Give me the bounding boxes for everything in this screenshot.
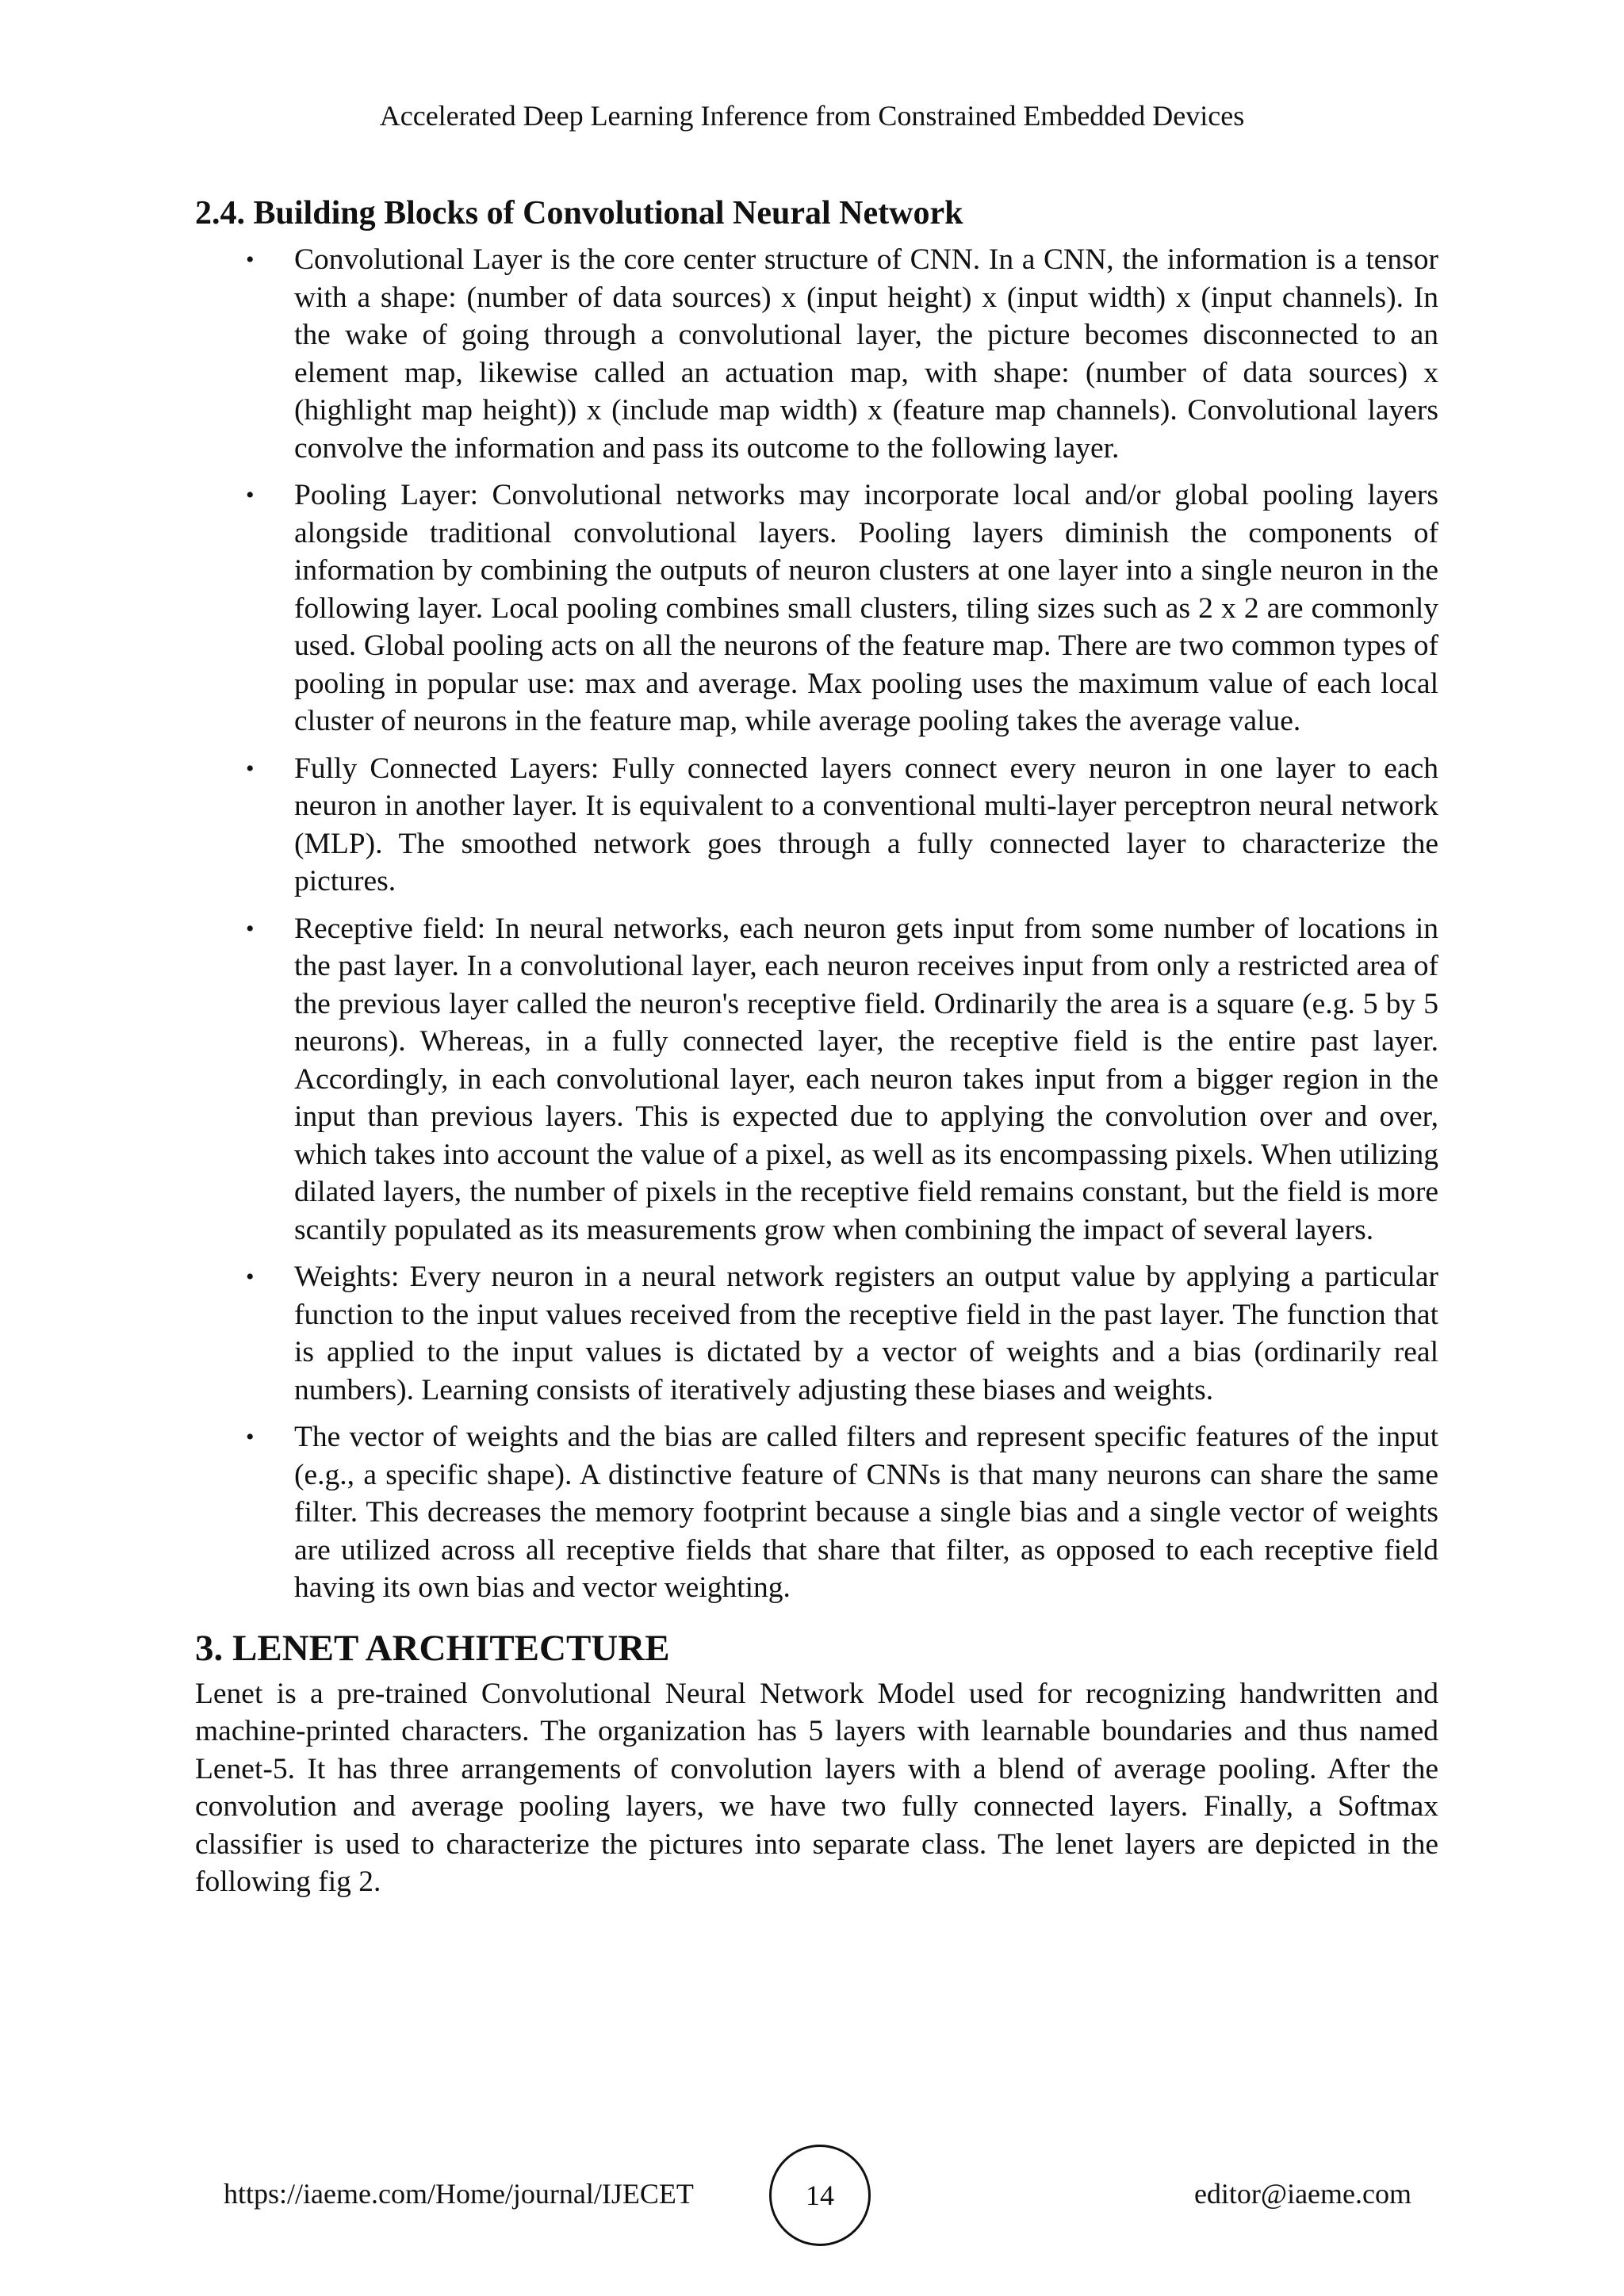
footer-email: editor@iaeme.com [1193, 2178, 1411, 2210]
section-heading-2-4: 2.4. Building Blocks of Convolutional Neural Network [195, 195, 963, 232]
bullet-item-filters [195, 1418, 1438, 1607]
bullet-marker: • [246, 247, 255, 273]
bullet-marker: • [246, 482, 255, 508]
bullet-item-fully-connected-layers [195, 750, 1438, 901]
page-content [195, 193, 1438, 1901]
page-footer [0, 2145, 1624, 2248]
bullet-list [195, 241, 1438, 1607]
bullet-item-convolutional-layer [195, 241, 1438, 467]
bullet-marker: • [246, 1424, 255, 1450]
bullet-item-pooling-layer [195, 476, 1438, 740]
bullet-text: The vector of weights and the bias are called filters and represent specific features of the input (e.g., a specific shape). A distinctive feature of CNNs is that many neurons can share the same filter. This decreases the memory footprint because a single bias and a single vector of weights are utilized across all receptive fields that share that filter, as opposed to each receptive field having its own bias and vector weighting. [294, 1421, 1438, 1604]
bullet-item-weights [195, 1258, 1438, 1409]
bullet-text: Receptive field: In neural networks, each neuron gets input from some number of locations in the past layer. In a convolutional layer, each neuron receives input from only a restricted area of the previous layer called the neuron's receptive field. Ordinarily the area is a square (e.g. 5 by 5 neurons). Whereas, in a fully connected layer, the receptive field is the entire past layer. Accordingly, in each convolutional layer, each neuron takes input from a bigger region in the input than previous layers. This is expected due to applying the convolution over and over, which takes into account the value of a pixel, as well as its encompassing pixels. When utilizing dilated layers, the number of pixels in the receptive field remains constant, but the field is more scantily populated as its measurements grow when combining the impact of several layers. [294, 912, 1438, 1246]
bullet-marker: • [246, 915, 255, 942]
bullet-text: Convolutional Layer is the core center structure of CNN. In a CNN, the information is a tensor with a shape: (number of data sources) x (input height) x (input width) x (input channels). In the wake of going through a convolutional layer, the picture becomes disconnected to an element map, likewise called an actuation map, with shape: (number of data sources) x (highlight map height)) x (include map width) x (feature map channels). Convolutional layers convolve the information and pass its outcome to the following layer. [294, 243, 1438, 465]
page-number-circle [769, 2145, 871, 2246]
bullet-text: Weights: Every neuron in a neural network registers an output value by applying a particular function to the input values received from the receptive field in the past layer. The function that is applied to the input values is dictated by a vector of weights and a bias (ordinarily real numbers). Learning consists of iteratively adjusting these biases and weights. [294, 1261, 1438, 1406]
bullet-marker: • [246, 1264, 255, 1290]
bullet-text: Pooling Layer: Convolutional networks may incorporate local and/or global pooling layers alongside traditional convolutional layers. Pooling layers diminish the components of information by combining the outputs of neuron clusters at one layer into a single neuron in the following layer. Local pooling combines small clusters, tiling sizes such as 2 x 2 are commonly used. Global pooling acts on all the neurons of the feature map. There are two common types of pooling in popular use: max and average. Max pooling uses the maximum value of each local cluster of neurons in the feature map, while average pooling takes the average value. [294, 479, 1438, 737]
page-number: 14 [806, 2179, 834, 2211]
bullet-text: Fully Connected Layers: Fully connected layers connect every neuron in one layer to each neuron in another layer. It is equivalent to a conventional multi-layer perceptron neural network (MLP). The smoothed network goes through a fully connected layer to characterize the pictures. [294, 752, 1438, 897]
running-header: Accelerated Deep Learning Inference from Constrained Embedded Devices [379, 100, 1245, 132]
bullet-marker: • [246, 755, 255, 782]
footer-journal-url: https://iaeme.com/Home/journal/IJECET [224, 2178, 694, 2210]
section-heading-lenet-architecture: 3. LENET ARCHITECTURE [195, 1627, 670, 1669]
bullet-item-receptive-field [195, 910, 1438, 1249]
lenet-paragraph: Lenet is a pre-trained Convolutional Neural Network Model used for recognizing handwritten and machine-printed characters. The organization has 5 layers with learnable boundaries and thus named Lenet-5. It has three arrangements of convolution layers with a blend of average pooling. After the convolution and average pooling layers, we have two fully connected layers. Finally, a Softmax classifier is used to characterize the pictures into separate class. The lenet layers are depicted in the following fig 2. [195, 1677, 1438, 1898]
